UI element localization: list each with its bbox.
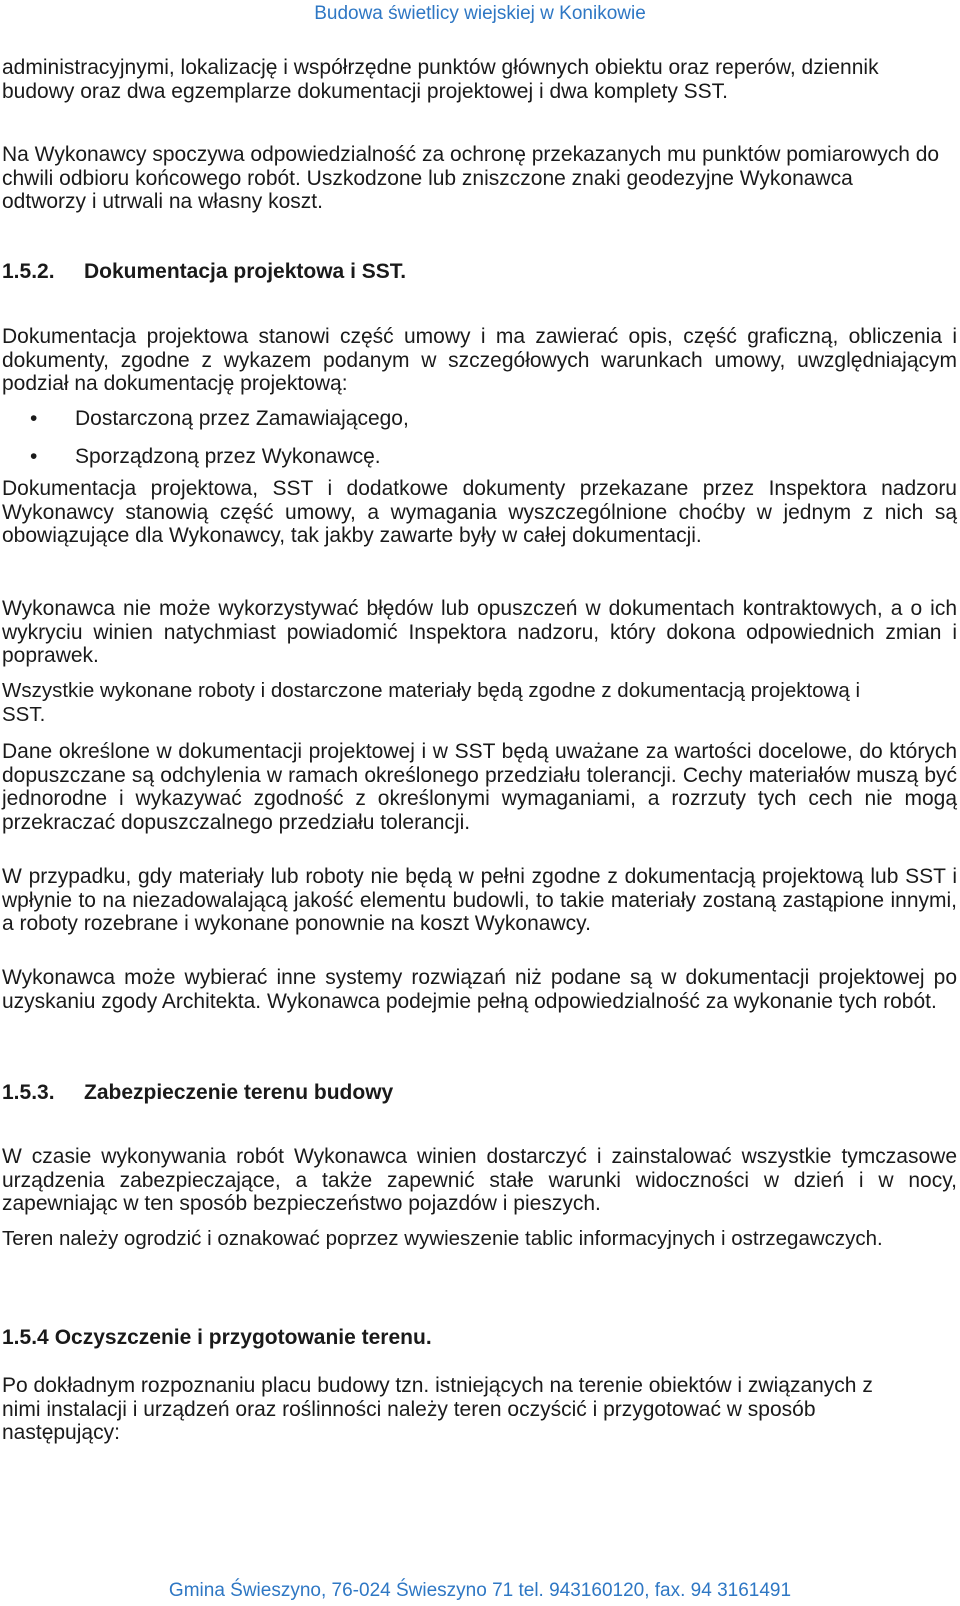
section-heading-1-5-3	[2, 1080, 393, 1106]
project-docs-paragraph-5: Dane określone w dokumentacji projektowej i w SST będą uważane za wartości docelowe, do których dopuszczane są odchylenia w ramach określonego przedziału tolerancji. Cechy materiałów muszą być jednorodne i wykazywać zgodność z określonymi wymaganiami, a rozrzuty tych cech nie mogą przekraczać dopuszczalnego przedziału tolerancji.	[2, 740, 957, 834]
section-heading-1-5-4	[2, 1325, 432, 1351]
page-header: Budowa świetlicy wiejskiej w Konikowie	[314, 3, 646, 24]
site-security-paragraph-1: W czasie wykonywania robót Wykonawca winien dostarczyć i zainstalować wszystkie tymczasowe urządzenia zabezpieczające, a także zapewnić stałe warunki widoczności w dzień i w nocy, zapewniając w ten sposób bezpieczeństwo pojazdów i pieszych.	[2, 1145, 957, 1215]
site-security-paragraph-2: Teren należy ogrodzić i oznakować poprzez wywieszenie tablic informacyjnych i ostrzegawczych.	[2, 1227, 883, 1250]
section-title: Dokumentacja projektowa i SST.	[84, 260, 407, 283]
bullet-icon: •	[30, 407, 38, 430]
site-cleanup-paragraph-1: Po dokładnym rozpoznaniu placu budowy tzn. istniejących na terenie obiektów i związanych z nimi instalacji i urządzeń oraz roślinności należy teren oczyścić i przygotować w sposób następujący:	[2, 1374, 873, 1444]
section-title: Zabezpieczenie terenu budowy	[84, 1081, 394, 1104]
list-item-text: Dostarczoną przez Zamawiającego,	[75, 407, 409, 430]
project-docs-paragraph-6: W przypadku, gdy materiały lub roboty nie będą w pełni zgodne z dokumentacją projektową lub SST i wpłynie to na niezadowalającą jakość elementu budowli, to takie materiały zostaną zastąpione innymi, a roboty rozebrane i wykonane ponownie na koszt Wykonawcy.	[2, 865, 957, 935]
section-title: Oczyszczenie i przygotowanie terenu.	[54, 1326, 432, 1349]
project-docs-paragraph-4: Wszystkie wykonane roboty i dostarczone materiały będą zgodne z dokumentacją projektową i SST.	[2, 679, 861, 726]
list-item	[30, 444, 381, 470]
section-number: 1.5.2.	[2, 260, 55, 283]
project-docs-paragraph-1: Dokumentacja projektowa stanowi część umowy i ma zawierać opis, część graficzną, obliczenia i dokumenty, zgodne z wykazem podanym w szczegółowych warunkach umowy, uwzględniającym podział na dokumentację projektową:	[2, 325, 957, 395]
section-heading-1-5-2	[2, 259, 406, 285]
bullet-icon: •	[30, 445, 38, 468]
project-docs-paragraph-3: Wykonawca nie może wykorzystywać błędów lub opuszczeń w dokumentach kontraktowych, a o ich wykryciu winien natychmiast powiadomić Inspektora nadzoru, który dokona odpowiednich zmian i poprawek.	[2, 597, 957, 667]
page-footer: Gmina Świeszyno, 76-024 Świeszyno 71 tel. 943160120, fax. 94 3161491	[168, 1580, 792, 1601]
survey-points-paragraph: Na Wykonawcy spoczywa odpowiedzialność za ochronę przekazanych mu punktów pomiarowych do chwili odbioru końcowego robót. Uszkodzone lub zniszczone znaki geodezyjne Wykonawca odtworzy i utrwali na własny koszt.	[2, 143, 940, 213]
list-item-text: Sporządzoną przez Wykonawcę.	[75, 445, 381, 468]
project-docs-paragraph-7: Wykonawca może wybierać inne systemy rozwiązań niż podane są w dokumentacji projektowej po uzyskaniu zgody Architekta. Wykonawca podejmie pełną odpowiedzialność za wykonanie tych robót.	[2, 966, 957, 1013]
list-item	[30, 406, 409, 432]
section-number: 1.5.4	[2, 1326, 49, 1349]
project-docs-paragraph-2: Dokumentacja projektowa, SST i dodatkowe dokumenty przekazane przez Inspektora nadzoru Wykonawcy stanowią część umowy, a wymagania wyszczególnione choćby w jednym z nich są obowiązujące dla Wykonawcy, tak jakby zawarte były w całej dokumentacji.	[2, 477, 957, 547]
section-number: 1.5.3.	[2, 1081, 55, 1104]
intro-paragraph: administracyjnymi, lokalizację i współrzędne punktów głównych obiektu oraz reperów, dziennik budowy oraz dwa egzemplarze dokumentacji projektowej i dwa komplety SST.	[2, 56, 879, 103]
